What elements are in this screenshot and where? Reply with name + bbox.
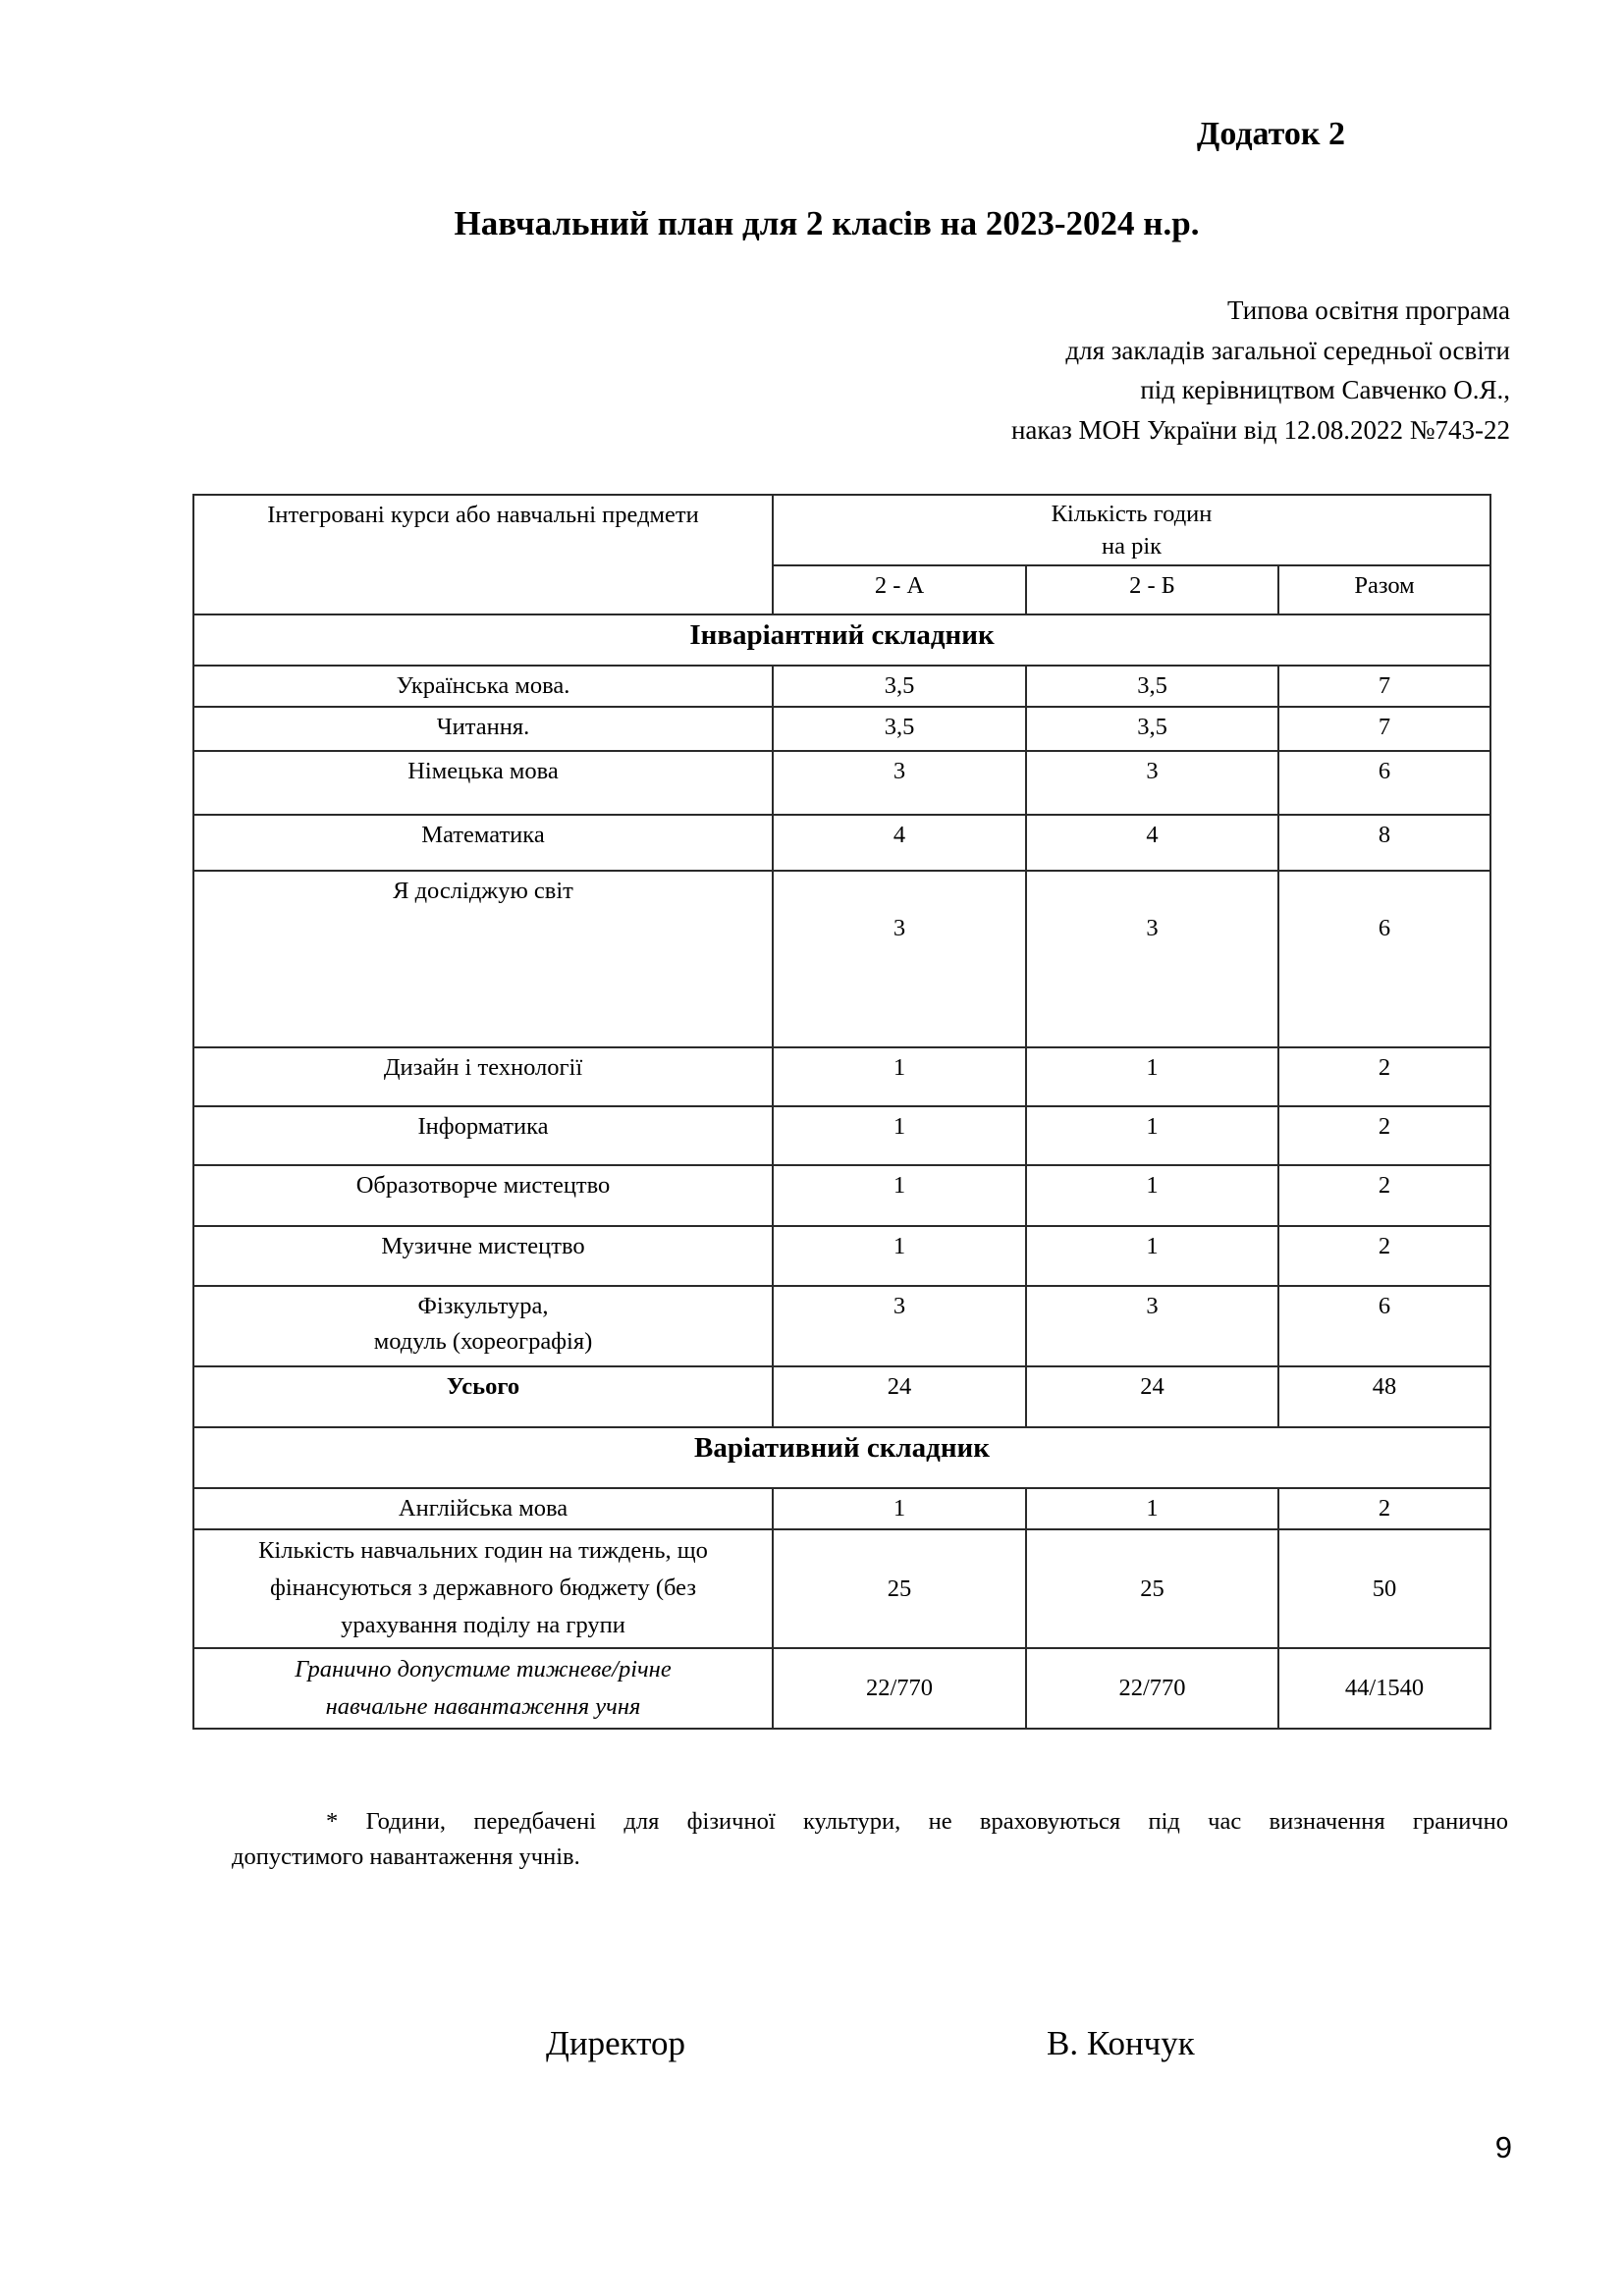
hours-total: 2 [1278,1165,1490,1226]
hours-total: 2 [1278,1488,1490,1529]
hours-2a: 3,5 [773,707,1026,751]
hours-2a: 3 [773,871,1026,1047]
hours-total: 8 [1278,815,1490,871]
hours-2b: 1 [1026,1106,1278,1165]
table-row [193,815,1490,871]
subject-cell: Дизайн і технології [193,1047,773,1106]
section-label: Варіативний складник [193,1427,1490,1488]
header-total: Разом [1278,565,1490,614]
max-load-row [193,1648,1490,1729]
funded-2b: 25 [1026,1529,1278,1648]
appendix-label: Додаток 2 [1196,116,1345,152]
hours-2b: 4 [1026,815,1278,871]
max-load-line: навчальне навантаження учня [325,1693,641,1720]
curriculum-table [192,494,1491,1730]
table-row [193,1047,1490,1106]
hours-2a: 3 [773,1286,1026,1366]
funded-hours-row [193,1529,1490,1648]
subject-cell: Образотворче мистецтво [193,1165,773,1226]
table-row [193,707,1490,751]
table-row [193,871,1490,1047]
funded-total: 50 [1278,1529,1490,1648]
subject-cell [193,1286,773,1366]
hours-2a: 3 [773,751,1026,815]
program-reference-line: наказ МОН України від 12.08.2022 №743-22 [1010,414,1510,445]
hours-2a: 1 [773,1226,1026,1286]
total-row [193,1366,1490,1427]
table-row [193,1226,1490,1286]
subject-cell: Інформатика [193,1106,773,1165]
max-load-total: 44/1540 [1278,1648,1490,1729]
footnote [232,1804,1508,1875]
program-reference-line: для закладів загальної середньої освіти [1065,335,1510,365]
hours-total: 2 [1278,1047,1490,1106]
total-label: Усього [193,1366,773,1427]
table-row [193,751,1490,815]
header-hours-line2: на рік [1101,533,1163,560]
total-sum: 48 [1278,1366,1490,1427]
table-row [193,1165,1490,1226]
hours-2b: 1 [1026,1047,1278,1106]
hours-total: 2 [1278,1106,1490,1165]
hours-2b: 3,5 [1026,666,1278,707]
max-load-line: Гранично допустиме тижневе/річне [295,1656,672,1682]
subject-line: Фізкультура, [417,1293,549,1319]
hours-total: 7 [1278,666,1490,707]
funded-hours-line: Кількість навчальних годин на тиждень, що [258,1537,708,1564]
footnote-line: допустимого навантаження учнів. [232,1843,580,1870]
funded-hours-line: урахування поділу на групи [341,1612,625,1638]
hours-total: 6 [1278,1286,1490,1366]
program-reference-line: Типова освітня програма [1226,295,1510,325]
header-hours-line1: Кількість годин [1051,501,1213,527]
table-header-row [193,495,1490,565]
subject-cell: Математика [193,815,773,871]
subject-cell: Українська мова. [193,666,773,707]
hours-2b: 1 [1026,1165,1278,1226]
header-subjects: Інтегровані курси або навчальні предмети [193,495,773,614]
hours-2b: 1 [1026,1226,1278,1286]
signature-name: В. Кончук [1047,2024,1195,2062]
page-title: Навчальний план для 2 класів на 2023-2024 н.р. [454,204,1200,242]
max-load-2b: 22/770 [1026,1648,1278,1729]
table-row [193,1106,1490,1165]
hours-2a: 3,5 [773,666,1026,707]
header-class-2b: 2 - Б [1026,565,1278,614]
footnote-line: * Години, передбачені для фізичної культури, не враховуються під час визначення гранично [326,1808,1508,1835]
hours-2b: 3,5 [1026,707,1278,751]
hours-total: 6 [1278,871,1490,1047]
section-label: Інваріантний складник [193,614,1490,666]
table-row [193,666,1490,707]
funded-hours-label [193,1529,773,1648]
max-load-label [193,1648,773,1729]
funded-2a: 25 [773,1529,1026,1648]
subject-cell: Англійська мова [193,1488,773,1529]
table-row [193,1488,1490,1529]
total-2a: 24 [773,1366,1026,1427]
hours-2b: 3 [1026,1286,1278,1366]
subject-line: модуль (хореографія) [373,1328,593,1355]
hours-total: 7 [1278,707,1490,751]
subject-cell: Музичне мистецтво [193,1226,773,1286]
hours-2a: 1 [773,1488,1026,1529]
page-number: 9 [1494,2130,1512,2164]
hours-total: 6 [1278,751,1490,815]
hours-2a: 4 [773,815,1026,871]
program-reference-line: під керівництвом Савченко О.Я., [1140,375,1510,404]
program-reference [687,291,1510,450]
hours-2b: 3 [1026,871,1278,1047]
header-hours [773,495,1490,565]
section-invariant [193,614,1490,666]
subject-cell: Німецька мова [193,751,773,815]
max-load-2a: 22/770 [773,1648,1026,1729]
total-2b: 24 [1026,1366,1278,1427]
hours-2b: 3 [1026,751,1278,815]
hours-2a: 1 [773,1106,1026,1165]
hours-2a: 1 [773,1165,1026,1226]
subject-cell: Я досліджую світ [193,871,773,1047]
hours-2b: 1 [1026,1488,1278,1529]
header-class-2a: 2 - А [773,565,1026,614]
table-row [193,1286,1490,1366]
funded-hours-line: фінансуються з державного бюджету (без [269,1575,697,1601]
signature-role: Директор [546,2024,686,2062]
section-variative [193,1427,1490,1488]
hours-total: 2 [1278,1226,1490,1286]
subject-cell: Читання. [193,707,773,751]
hours-2a: 1 [773,1047,1026,1106]
